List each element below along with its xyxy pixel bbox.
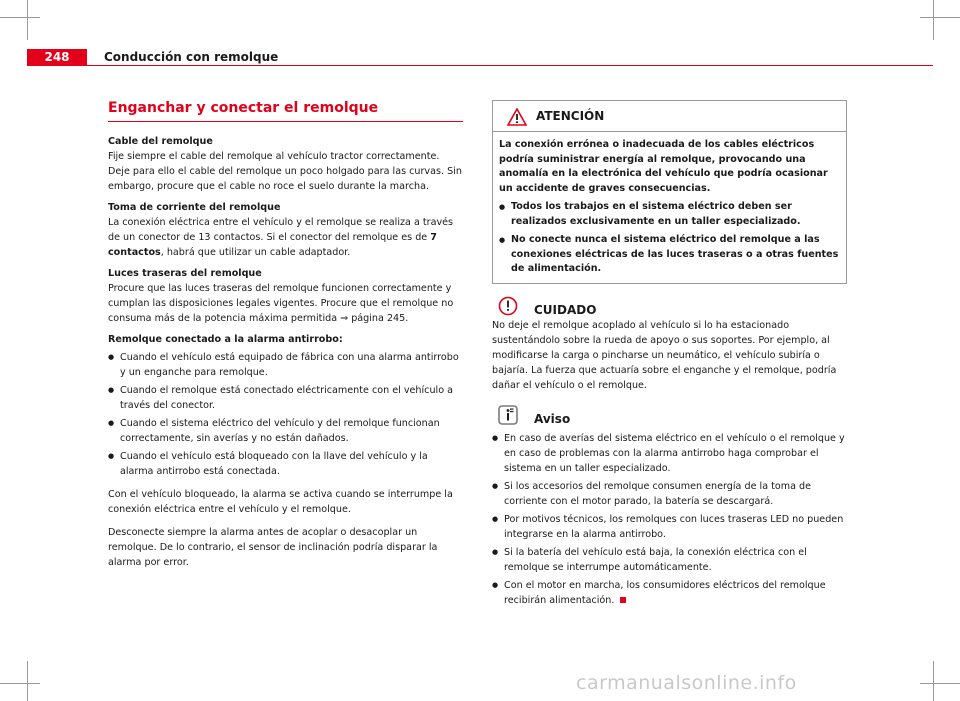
list-item [492,578,847,608]
list-item: ● Por motivos técnicos, los remolques con luces traseras LED no pueden integrarse en la alarma antirrobo. [492,512,847,542]
caution-header [492,296,847,318]
list-item: ● En caso de averías del sistema eléctrico en el vehículo o el remolque y en caso de problemas con la alarma antirrobo haga comprobar el sistema en un taller especializado. [492,431,847,476]
header-rule [87,65,933,66]
notice-header [492,405,847,427]
subheading-alarma: Remolque conectado a la alarma antirrobo: [108,334,343,345]
list-item: ● No conecte nunca el sistema eléctrico del remolque a las conexiones eléctricas de las luces traseras o a otras fuentes de alimentación. [499,233,840,277]
paragraph-luces: Procure que las luces traseras del remolque funcionen correctamente y cumplan las disposiciones legales vigentes. Procure que el remolque no consuma más de la potencia máxima permitida ⇒ página 245. [108,283,454,324]
crop-mark [933,0,934,40]
attention-box [492,100,847,284]
crop-mark [27,661,28,701]
crop-mark [933,661,934,701]
list-item: ● Cuando el remolque está conectado eléctricamente con el vehículo a través del conector. [108,383,463,413]
notice-icon [498,405,518,425]
section-title: Enganchar y conectar el remolque [108,100,463,122]
crop-mark [0,17,40,18]
toma-text-bold: 7 contactos [108,232,437,258]
subheading-luces: Luces traseras del remolque [108,268,262,279]
list-item: ● Si los accesorios del remolque consumen energía de la toma de corriente con el motor parado, la batería se descargará. [492,479,847,509]
attention-intro: La conexión errónea o inadecuada de los cables eléctricos podría suministrar energía al remolque, provocando una anomalía en la electrónica del vehículo que podría ocasionar un accidente de graves consecuencias. [499,139,828,194]
right-column [492,100,847,608]
chapter-title: Conducción con remolque [104,50,279,64]
page-number: 248 [27,49,87,66]
paragraph-bloqueo: Con el vehículo bloqueado, la alarma se activa cuando se interrumpe la conexión eléctrica entre el vehículo y el remolque. [108,489,453,515]
notice-last-text: Con el motor en marcha, los consumidores eléctricos del remolque recibirán alimentación. [504,579,826,606]
paragraph-cable: Fije siempre el cable del remolque al vehículo tractor correctamente. Deje para ello el cable del remolque un poco holgado para las curvas. Sin embargo, procure que el cable no roce el suelo durante la marcha. [108,151,462,192]
subheading-toma: Toma de corriente del remolque [108,202,281,213]
paragraph-toma [108,215,463,260]
crop-mark [27,0,28,40]
caution-icon [498,296,518,316]
list-item: ● Todos los trabajos en el sistema eléctrico deben ser realizados exclusivamente en un taller especializado. [499,200,840,229]
paragraph-desconecte: Desconecte siempre la alarma antes de acoplar o desacoplar un remolque. De lo contrario, el sensor de inclinación podría disparar la alarma por error. [108,527,438,568]
list-item: ● Cuando el sistema eléctrico del vehículo y del remolque funcionan correctamente, sin averías y no están dañados. [108,416,463,446]
caution-title: CUIDADO [534,302,597,317]
crop-mark [0,683,40,684]
left-column [108,100,463,570]
notice-title: Aviso [534,411,571,426]
attention-header [493,101,846,132]
caution-text: No deje el remolque acoplado al vehículo si lo ha estacionado sustentándolo sobre la rueda de apoyo o sus soportes. Por ejemplo, al modificarse la carga o pincharse un neumático, el vehículo subiría o bajaría. La fuerza que actuaría sobre el enganche y el remolque, podría dañar el vehículo o el remolque. [492,319,837,391]
crop-mark [920,17,960,18]
warning-triangle-icon [507,108,527,126]
watermark: carmanualsonline.info [576,672,797,694]
end-of-section-mark [620,597,626,603]
list-item: ● Cuando el vehículo está equipado de fábrica con una alarma antirrobo y un enganche para remolque. [108,350,463,380]
toma-text-a: La conexión eléctrica entre el vehículo y el remolque se realiza a través de un conector de 13 contactos. Si el conector del remolque es de [108,217,454,243]
toma-text-b: , habrá que utilizar un cable adaptador. [160,247,351,258]
crop-mark [920,683,960,684]
subheading-cable: Cable del remolque [108,136,213,147]
attention-body [493,132,846,283]
list-item: ● Si la batería del vehículo está baja, la conexión eléctrica con el remolque se interrumpe automáticamente. [492,545,847,575]
list-item: ● Cuando el vehículo está bloqueado con la llave del vehículo y la alarma antirrobo está conectada. [108,449,463,479]
attention-title: ATENCIÓN [536,109,605,123]
